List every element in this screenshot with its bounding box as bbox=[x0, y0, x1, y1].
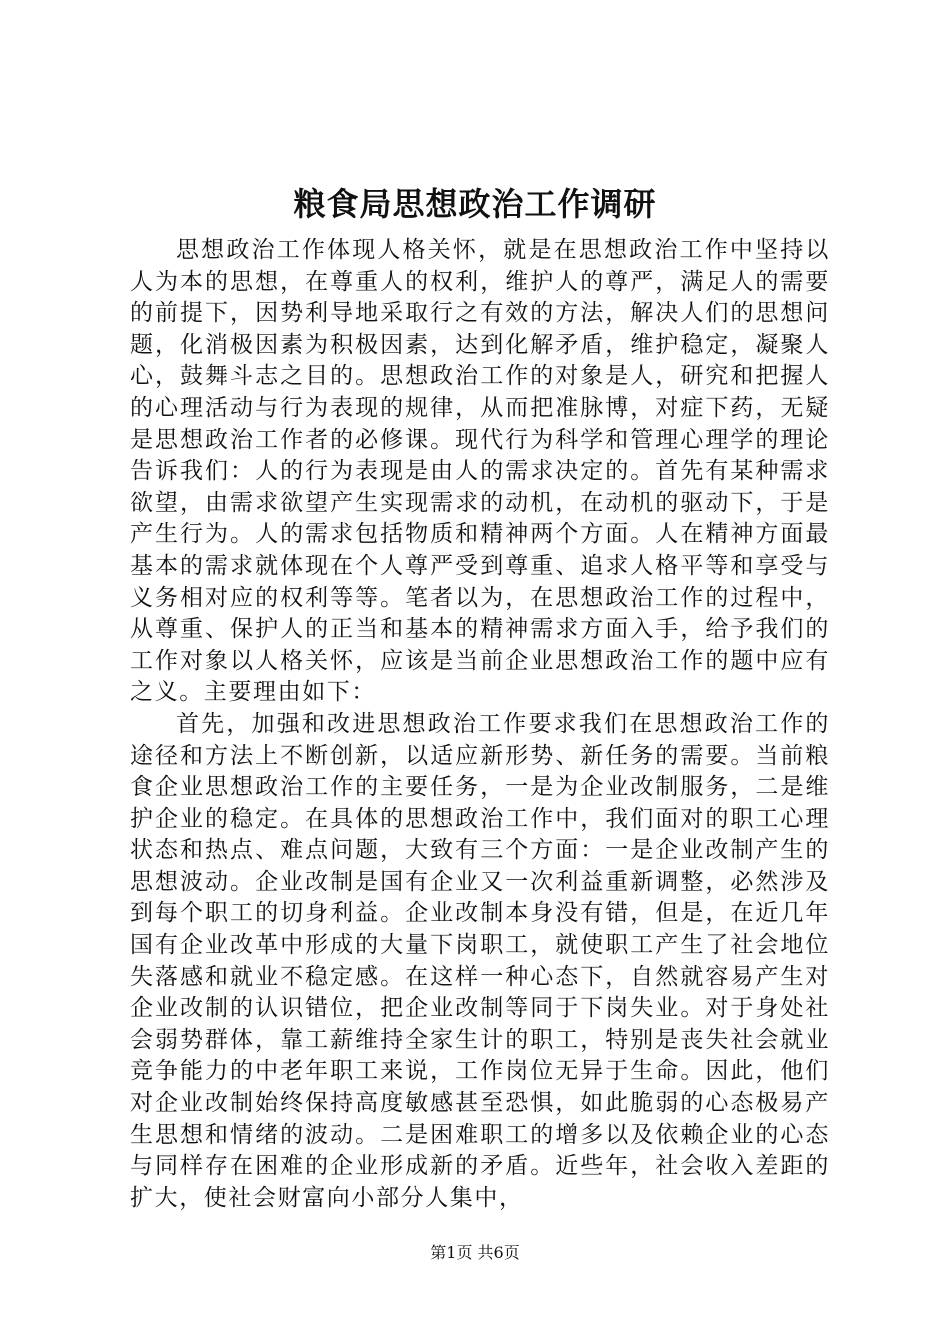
page-footer bbox=[0, 1242, 950, 1264]
document-title: 粮食局思想政治工作调研 bbox=[293, 185, 657, 223]
body-paragraph-2: 首先，加强和改进思想政治工作要求我们在思想政治工作的途径和方法上不断创新，以适应新形势、新任务的需要。当前粮食企业思想政治工作的主要任务，一是为企业改制服务，二是维护企业的稳定。在具体的思想政治工作中，我们面对的职工心理状态和热点、难点问题，大致有三个方面：一是企业改制产生的思想波动。企业改制是国有企业又一次利益重新调整，必然涉及到每个职工的切身利益。企业改制本身没有错，但是，在近几年国有企业改革中形成的大量下岗职工，就使职工产生了社会地位失落感和就业不稳定感。在这样一种心态下，自然就容易产生对企业改制的认识错位，把企业改制等同于下岗失业。对于身处社会弱势群体，靠工薪维持全家生计的职工，特别是丧失社会就业竞争能力的中老年职工来说，工作岗位无异于生命。因此，他们对企业改制始终保持高度敏感甚至恐惧，如此脆弱的心态极易产生思想和情绪的波动。二是困难职工的增多以及依赖企业的心态与同样存在困难的企业形成新的矛盾。近些年，社会收入差距的扩大，使社会财富向小部分人集中， bbox=[130, 710, 830, 1211]
page-indicator: 第1页 共6页 bbox=[430, 1243, 520, 1262]
document-body bbox=[130, 235, 830, 1214]
body-paragraph-1: 思想政治工作体现人格关怀，就是在思想政治工作中坚持以人为本的思想，在尊重人的权利，维护人的尊严，满足人的需要的前提下，因势利导地采取行之有效的方法，解决人们的思想问题，化消极因素为积极因素，达到化解矛盾，维护稳定，凝聚人心，鼓舞斗志之目的。思想政治工作的对象是人，研究和把握人的心理活动与行为表现的规律，从而把准脉博，对症下药，无疑是思想政治工作者的必修课。现代行为科学和管理心理学的理论告诉我们：人的行为表现是由人的需求决定的。首先有某种需求欲望，由需求欲望产生实现需求的动机，在动机的驱动下，于是产生行为。人的需求包括物质和精神两个方面。人在精神方面最基本的需求就体现在个人尊严受到尊重、追求人格平等和享受与义务相对应的权利等等。笔者以为，在思想政治工作的过程中，从尊重、保护人的正当和基本的精神需求方面入手，给予我们的工作对象以人格关怀，应该是当前企业思想政治工作的题中应有之义。主要理由如下： bbox=[130, 237, 830, 706]
